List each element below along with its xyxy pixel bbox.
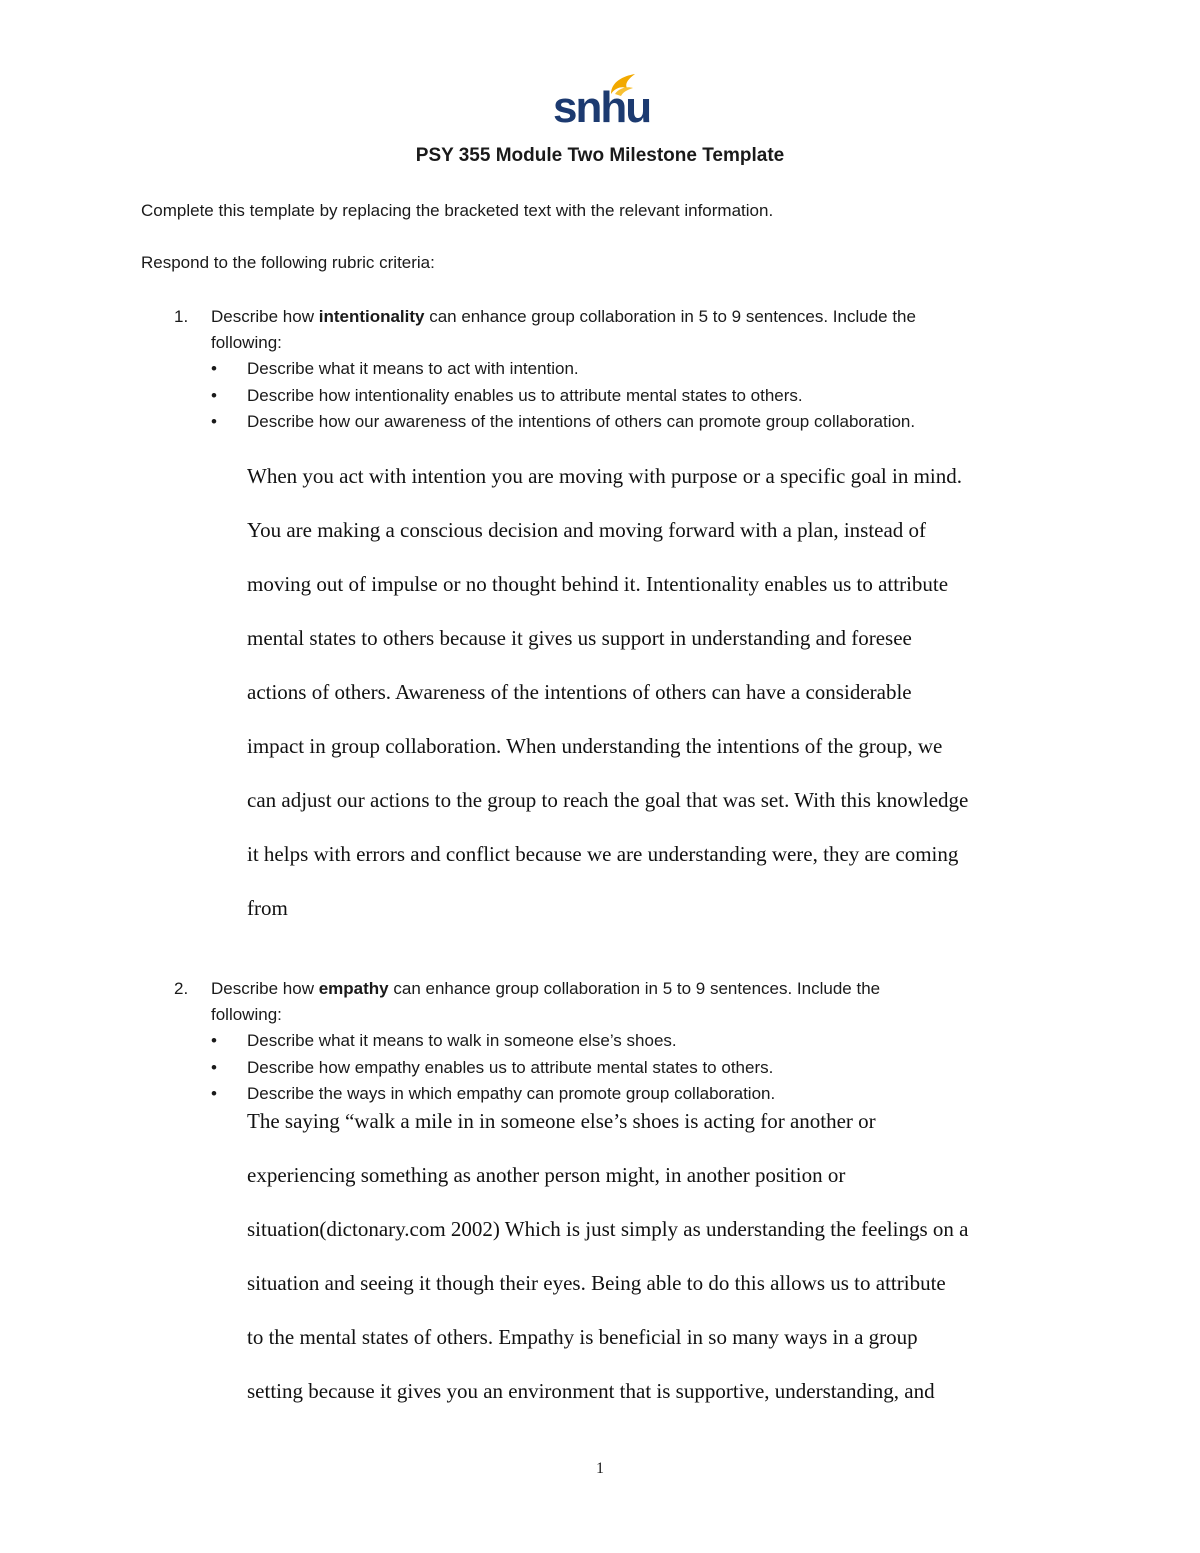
document-title: PSY 355 Module Two Milestone Template: [415, 145, 785, 166]
answer-line: it helps with errors and conflict because we are understanding were, they are coming: [247, 842, 959, 866]
logo-wordmark: snhu: [553, 83, 651, 132]
document-page: snhu PSY 355 Module Two Milestone Template Complete this template by replacing the bracketed text with the relevant information. Respond to the following rubric criteria: 1. Describe how intentionality can enhance group collaboration in 5 to 9 sentences. Include the following: • Describe what it means to act with intention. • Describe how intentionality enables us to attribute mental states to others. • Describe how our awareness of the intentions of others can promote group collaboration. When you act with intention you are moving with purpose or a specific goal in mind. You are making a conscious decision and moving forward with a plan, instead of moving out of impulse or no thought behind it. Intentionality enables us to attribute mental states to others because it gives us support in understanding and foresee actions of others. Awareness of the intentions of others can have a considerable impact in group collaboration. When understanding the intentions of the group, we can adjust our actions to the group to reach the goal that was set. With this knowledge it helps with errors and conflict because we are understanding were, they are coming from 2. Describe how empathy can enhance group collaboration in 5 to 9 sentences. Include the following: • Describe what it means to walk in someone else’s shoes. • Describe how empathy enables us to attribute mental states to others. • Describe the ways in which empathy can promote group collaboration. The saying “walk a mile in in someone else’s shoes is acting for another or experiencing something as another person might, in another position or situation(dictonary.com 2002) Which is just simply as understanding the feelings on a situation and seeing it though their eyes. Being able to do this allows us to attribute to the mental states of others. Empathy is beneficial in so many ways in a group setting because it gives you an environment that is supportive, understanding, and 1: [0, 0, 1200, 1553]
question-prompt-line2: following:: [211, 333, 282, 352]
answer-line: moving out of impulse or no thought behind it. Intentionality enables us to attribute: [247, 572, 949, 596]
answer-line: from: [247, 896, 288, 920]
instructions-text: Complete this template by replacing the bracketed text with the relevant information.: [141, 201, 774, 220]
answer-line: can adjust our actions to the group to reach the goal that was set. With this knowledge: [247, 788, 969, 812]
snhu-logo: [553, 72, 651, 134]
bullet-icon: •: [211, 1058, 217, 1077]
answer-line: You are making a conscious decision and moving forward with a plan, instead of: [247, 518, 927, 542]
answer-line: When you act with intention you are moving with purpose or a specific goal in mind.: [247, 464, 963, 488]
bullet-icon: •: [211, 386, 217, 405]
answer-line: situation(dictonary.com 2002) Which is just simply as understanding the feelings on a: [247, 1217, 969, 1241]
answer-line: actions of others. Awareness of the intentions of others can have a considerable: [247, 680, 912, 704]
answer-line: setting because it gives you an environment that is supportive, understanding, and: [247, 1379, 935, 1403]
answer-line: experiencing something as another person might, in another position or: [247, 1163, 846, 1187]
bullet-icon: •: [211, 359, 217, 378]
answer-line: impact in group collaboration. When understanding the intentions of the group, we: [247, 734, 943, 758]
bullet-icon: •: [211, 1031, 217, 1050]
answer-line: The saying “walk a mile in in someone else’s shoes is acting for another or: [247, 1109, 876, 1133]
question-prompt-line1: Describe how intentionality can enhance group collaboration in 5 to 9 sentences. Include the: [211, 307, 916, 326]
answer-line: to the mental states of others. Empathy is beneficial in so many ways in a group: [247, 1325, 918, 1349]
bullet-icon: •: [211, 1084, 217, 1103]
question-number: 1.: [174, 307, 189, 326]
question-prompt-line2: following:: [211, 1005, 282, 1024]
answer-line: situation and seeing it though their eyes. Being able to do this allows us to attribute: [247, 1271, 946, 1295]
respond-prompt: Respond to the following rubric criteria:: [141, 253, 435, 272]
answer-line: mental states to others because it gives us support in understanding and foresee: [247, 626, 912, 650]
page-number: 1: [596, 1460, 604, 1477]
question-number: 2.: [174, 979, 189, 998]
bullet-icon: •: [211, 412, 217, 431]
question-prompt-line1: Describe how empathy can enhance group collaboration in 5 to 9 sentences. Include the: [211, 979, 881, 998]
